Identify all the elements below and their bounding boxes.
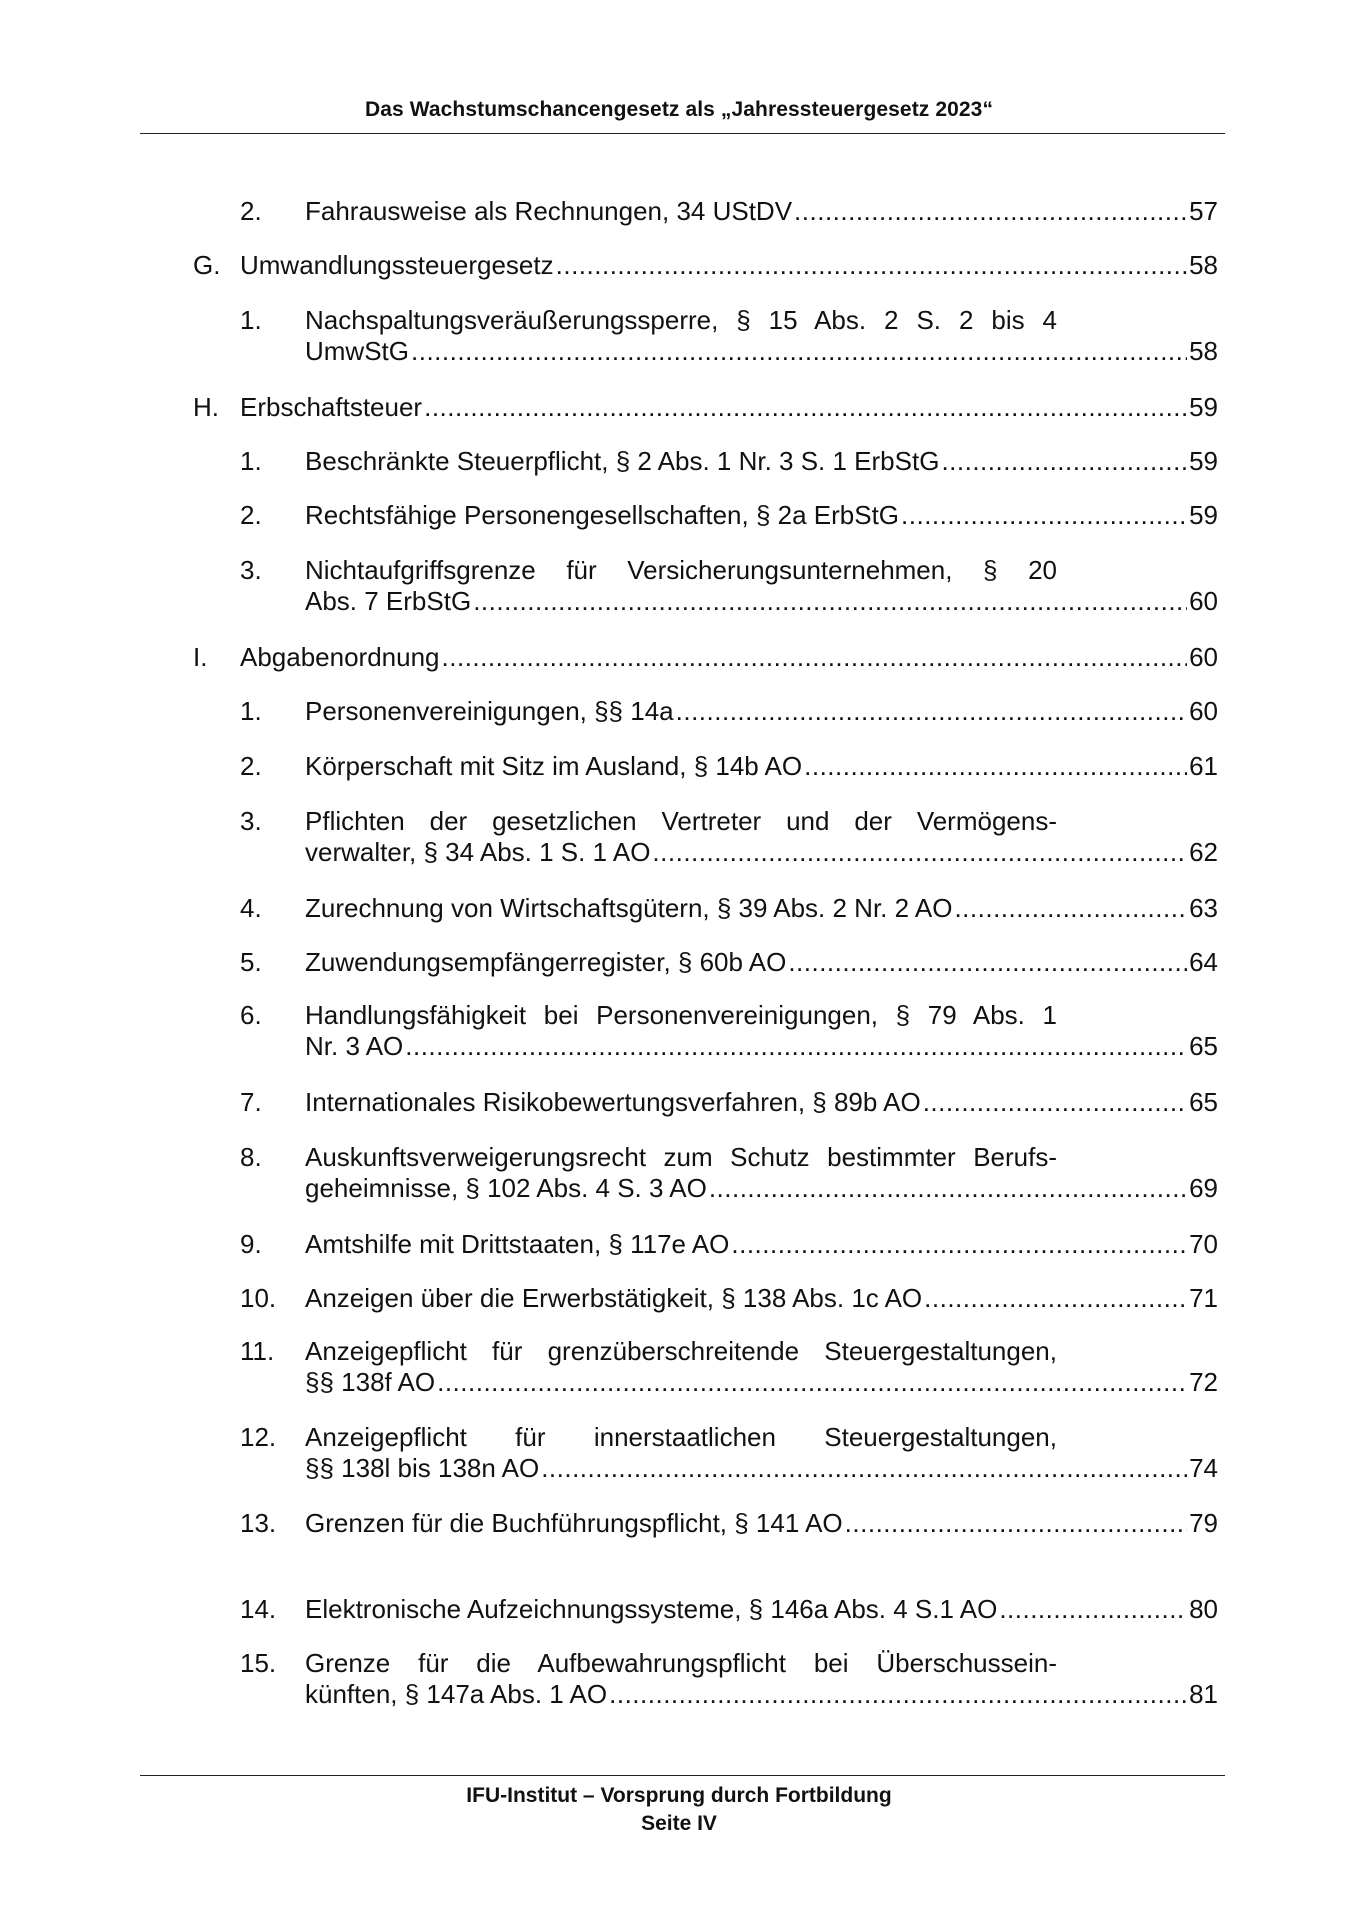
dot-leader — [609, 1679, 1187, 1710]
toc-entry-number: 9. — [240, 1229, 262, 1259]
toc-entry-number: 8. — [240, 1142, 262, 1172]
toc-page-number: 74 — [1189, 1453, 1218, 1483]
footer-institute: IFU-Institut – Vorsprung durch Fortbildung — [466, 1784, 892, 1807]
dot-leader — [901, 500, 1187, 531]
toc-entry-number: 11. — [240, 1336, 275, 1366]
dot-leader — [923, 1087, 1187, 1118]
dot-leader — [924, 1283, 1187, 1314]
toc-entry-title: UmwStG — [305, 336, 409, 366]
dot-leader — [845, 1508, 1187, 1539]
toc-page-number: 60 — [1189, 586, 1218, 616]
toc-page-number: 58 — [1189, 336, 1218, 366]
toc-entry-title: Grenzen für die Buchführungspflicht, § 141 AO — [305, 1508, 843, 1538]
toc-entry-number: 15. — [240, 1648, 277, 1678]
toc-entry-title: Abgabenordnung — [240, 642, 440, 672]
dot-leader — [941, 446, 1187, 477]
toc-entry-number: 3. — [240, 806, 262, 836]
toc-page-number: 61 — [1189, 751, 1218, 781]
toc-page-number: 81 — [1189, 1679, 1218, 1709]
dot-leader — [541, 1453, 1187, 1484]
toc-entry-title: Beschränkte Steuerpflicht, § 2 Abs. 1 Nr. 3 S. 1 ErbStG — [305, 446, 940, 476]
toc-entry-number: 7. — [240, 1087, 262, 1117]
toc-entry-title: verwalter, § 34 Abs. 1 S. 1 AO — [305, 837, 651, 867]
dot-leader — [652, 837, 1187, 868]
toc-page-number: 80 — [1189, 1594, 1218, 1624]
dot-leader — [556, 250, 1187, 281]
toc-page-number: 65 — [1189, 1087, 1218, 1117]
toc-entry-title: Amtshilfe mit Drittstaaten, § 117e AO — [305, 1229, 730, 1259]
toc-entry-number: 10. — [240, 1283, 277, 1313]
toc-entry-number: 4. — [240, 893, 262, 923]
toc-page-number: 63 — [1189, 893, 1218, 923]
toc-page-number: 60 — [1189, 696, 1218, 726]
toc-entry-title-line: Anzeigepflicht für grenzüberschreitende Steuergestaltungen, — [305, 1336, 1057, 1366]
footer-rule — [140, 1775, 1225, 1776]
toc-entry-number: 3. — [240, 555, 262, 585]
toc-entry-number: 14. — [240, 1594, 277, 1624]
dot-leader — [794, 196, 1187, 227]
toc-entry-title: Elektronische Aufzeichnungssysteme, § 146a Abs. 4 S.1 AO — [305, 1594, 998, 1624]
toc-entry-title-line: Handlungsfähigkeit bei Personenvereinigungen, § 79 Abs. 1 — [305, 1000, 1057, 1030]
toc-entry-title-line: Anzeigepflicht für innerstaatlichen Steuergestaltungen, — [305, 1422, 1057, 1452]
toc-entry-title: künften, § 147a Abs. 1 AO — [305, 1679, 608, 1709]
dot-leader — [999, 1594, 1187, 1625]
toc-entry-title: §§ 138f AO — [305, 1367, 436, 1397]
toc-page-number: 70 — [1189, 1229, 1218, 1259]
toc-page-number: 58 — [1189, 250, 1218, 280]
toc-entry-number: G. — [193, 250, 221, 280]
toc-page-number: 59 — [1189, 446, 1218, 476]
toc-entry-title-line: Nachspaltungsveräußerungssperre, § 15 Abs. 2 S. 2 bis 4 — [305, 305, 1057, 335]
toc-entry-title: Personenvereinigungen, §§ 14a — [305, 696, 674, 726]
dot-leader — [424, 392, 1187, 423]
toc-page-number: 60 — [1189, 642, 1218, 672]
toc-entry-number: H. — [193, 392, 219, 422]
toc-entry-title: Fahrausweise als Rechnungen, 34 UStDV — [305, 196, 793, 226]
toc-entry-title-line: Auskunftsverweigerungsrecht zum Schutz bestimmter Berufs- — [305, 1142, 1057, 1172]
dot-leader — [954, 893, 1187, 924]
toc-entry-title: Anzeigen über die Erwerbstätigkeit, § 138 Abs. 1c AO — [305, 1283, 923, 1313]
toc-entry-title-line: Grenze für die Aufbewahrungspflicht bei Überschussein- — [305, 1648, 1057, 1678]
toc-page-number: 65 — [1189, 1031, 1218, 1061]
toc-entry-title: Zurechnung von Wirtschaftsgütern, § 39 Abs. 2 Nr. 2 AO — [305, 893, 953, 923]
toc-page-number: 59 — [1189, 500, 1218, 530]
toc-entry-number: 5. — [240, 947, 262, 977]
dot-leader — [411, 336, 1187, 367]
toc-entry-title: Abs. 7 ErbStG — [305, 586, 472, 616]
toc-page-number: 69 — [1189, 1173, 1218, 1203]
toc-entry-title-line: Pflichten der gesetzlichen Vertreter und der Vermögens- — [305, 806, 1057, 836]
footer-page-number: Seite IV — [641, 1812, 717, 1835]
toc-entry-number: I. — [193, 642, 208, 672]
toc-entry-number: 2. — [240, 196, 262, 226]
toc-entry-title: §§ 138l bis 138n AO — [305, 1453, 540, 1483]
toc-page-number: 57 — [1189, 196, 1218, 226]
toc-entry-title-line: Nichtaufgriffsgrenze für Versicherungsunternehmen, § 20 — [305, 555, 1057, 585]
toc-entry-title: Rechtsfähige Personengesellschaften, § 2a ErbStG — [305, 500, 900, 530]
dot-leader — [405, 1031, 1187, 1062]
dot-leader — [437, 1367, 1187, 1398]
toc-entry-title: geheimnisse, § 102 Abs. 4 S. 3 AO — [305, 1173, 707, 1203]
toc-page-number: 71 — [1189, 1283, 1218, 1313]
dot-leader — [788, 947, 1187, 978]
toc-entry-number: 1. — [240, 696, 262, 726]
page-header-title: Das Wachstumschancengesetz als „Jahressteuergesetz 2023“ — [364, 98, 994, 121]
toc-page-number: 62 — [1189, 837, 1218, 867]
toc-entry-number: 12. — [240, 1422, 277, 1452]
dot-leader — [473, 586, 1187, 617]
toc-entry-title: Zuwendungsempfängerregister, § 60b AO — [305, 947, 787, 977]
toc-entry-title: Körperschaft mit Sitz im Ausland, § 14b AO — [305, 751, 803, 781]
toc-entry-number: 2. — [240, 751, 262, 781]
toc-entry-number: 6. — [240, 1000, 262, 1030]
dot-leader — [731, 1229, 1187, 1260]
toc-page-number: 79 — [1189, 1508, 1218, 1538]
toc-entry-number: 1. — [240, 305, 262, 335]
toc-entry-number: 13. — [240, 1508, 277, 1538]
dot-leader — [804, 751, 1187, 782]
dot-leader — [676, 696, 1187, 727]
toc-entry-number: 1. — [240, 446, 262, 476]
toc-entry-title: Internationales Risikobewertungsverfahren, § 89b AO — [305, 1087, 921, 1117]
toc-page-number: 59 — [1189, 392, 1218, 422]
toc-entry-title: Erbschaftsteuer — [240, 392, 423, 422]
toc-entry-number: 2. — [240, 500, 262, 530]
toc-entry-title: Nr. 3 AO — [305, 1031, 404, 1061]
dot-leader — [709, 1173, 1187, 1204]
toc-entry-title: Umwandlungssteuergesetz — [240, 250, 554, 280]
toc-page-number: 64 — [1189, 947, 1218, 977]
dot-leader — [442, 642, 1188, 673]
toc-page-number: 72 — [1189, 1367, 1218, 1397]
